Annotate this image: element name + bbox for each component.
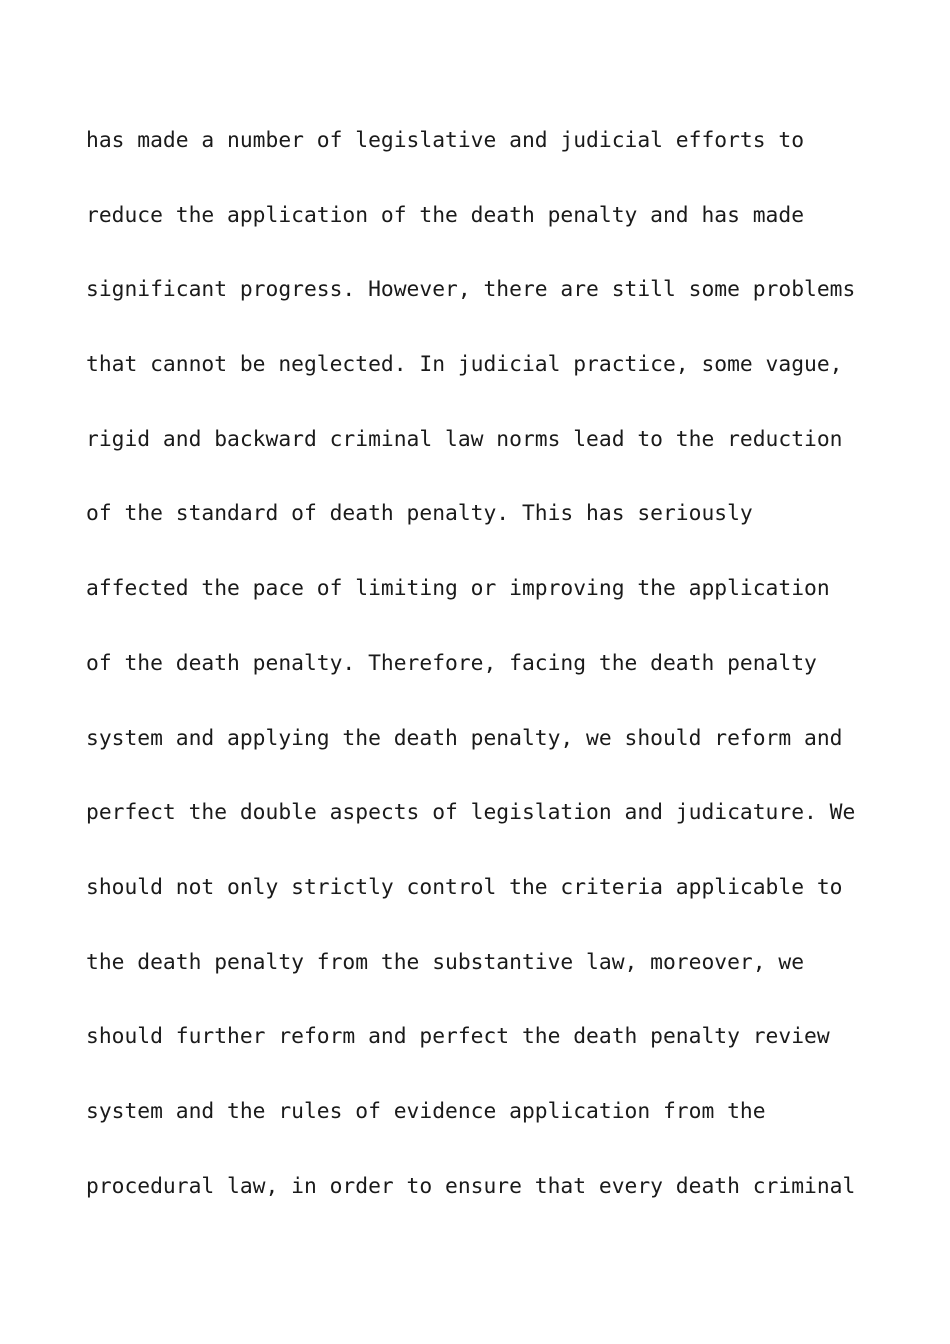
text-line: procedural law, in order to ensure that every death criminal — [86, 1173, 856, 1199]
text-line: the death penalty from the substantive law, moreover, we — [86, 949, 805, 975]
text-line: system and applying the death penalty, we should reform and — [86, 725, 843, 751]
text-line: should not only strictly control the criteria applicable to — [86, 874, 843, 900]
body-paragraph — [86, 122, 886, 1242]
text-line: reduce the application of the death penalty and has made — [86, 202, 805, 228]
text-line: of the death penalty. Therefore, facing the death penalty — [86, 650, 817, 676]
text-line: significant progress. However, there are still some problems — [86, 277, 856, 303]
text-line: affected the pace of limiting or improving the application — [86, 576, 830, 602]
text-line: has made a number of legislative and judicial efforts to — [86, 128, 805, 153]
text-line: should further reform and perfect the death penalty review — [86, 1024, 830, 1050]
text-line: perfect the double aspects of legislation and judicature. We — [86, 800, 856, 826]
text-line: system and the rules of evidence application from the — [86, 1098, 766, 1124]
text-line: of the standard of death penalty. This has seriously — [86, 501, 753, 527]
text-line: that cannot be neglected. In judicial practice, some vague, — [86, 352, 843, 378]
text-line: rigid and backward criminal law norms lead to the reduction — [86, 426, 843, 452]
